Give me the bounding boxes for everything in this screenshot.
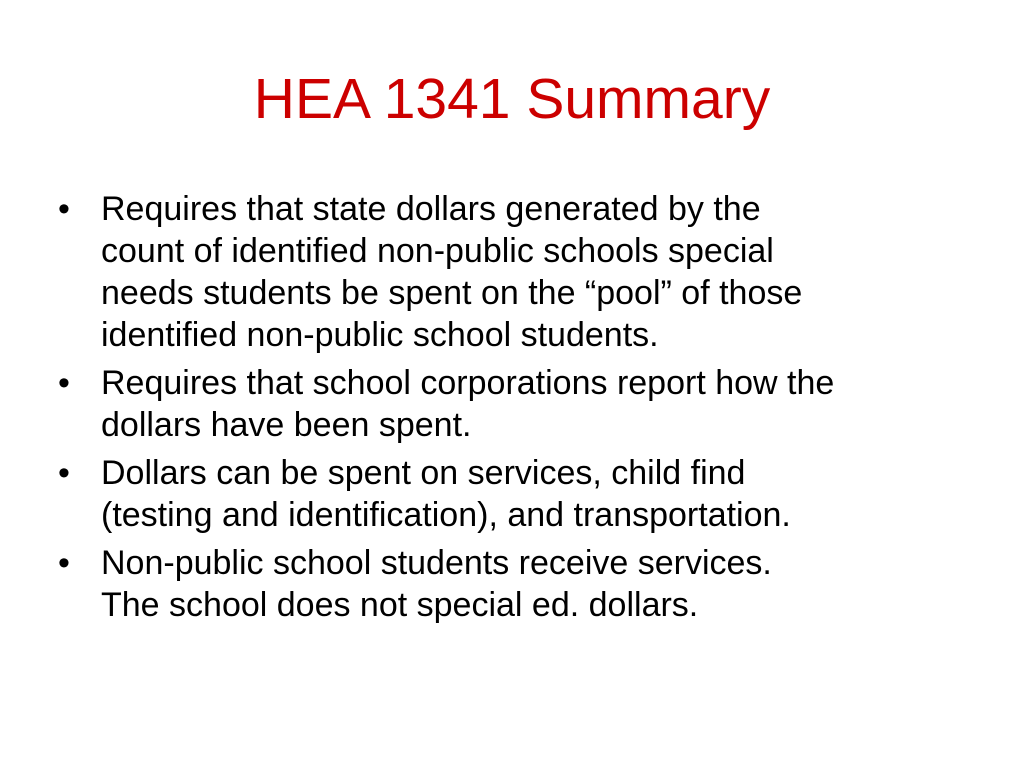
bullet-icon: •: [58, 190, 70, 228]
bullet-text-line: identified non-public school students.: [101, 316, 659, 354]
bullet-item-4: [58, 542, 978, 626]
bullet-text-line: Requires that school corporations report how the: [101, 364, 835, 402]
bullet-item-1: [58, 188, 978, 356]
bullet-item-2: [58, 362, 978, 446]
bullet-text-line: (testing and identification), and transportation.: [101, 496, 791, 534]
bullet-text-line: count of identified non-public schools special: [101, 232, 774, 270]
bullet-text-line: needs students be spent on the “pool” of those: [101, 274, 803, 312]
bullet-icon: •: [58, 454, 70, 492]
bullet-list: [58, 188, 978, 632]
bullet-text-line: dollars have been spent.: [101, 406, 472, 444]
bullet-text-line: Requires that state dollars generated by the: [101, 190, 761, 228]
bullet-text-line: Dollars can be spent on services, child find: [101, 454, 746, 492]
slide-title: HEA 1341 Summary: [253, 67, 771, 131]
bullet-text-line: The school does not special ed. dollars.: [101, 586, 699, 624]
bullet-text-line: Non-public school students receive services.: [101, 544, 772, 582]
bullet-icon: •: [58, 364, 70, 402]
bullet-icon: •: [58, 544, 70, 582]
bullet-item-3: [58, 452, 978, 536]
